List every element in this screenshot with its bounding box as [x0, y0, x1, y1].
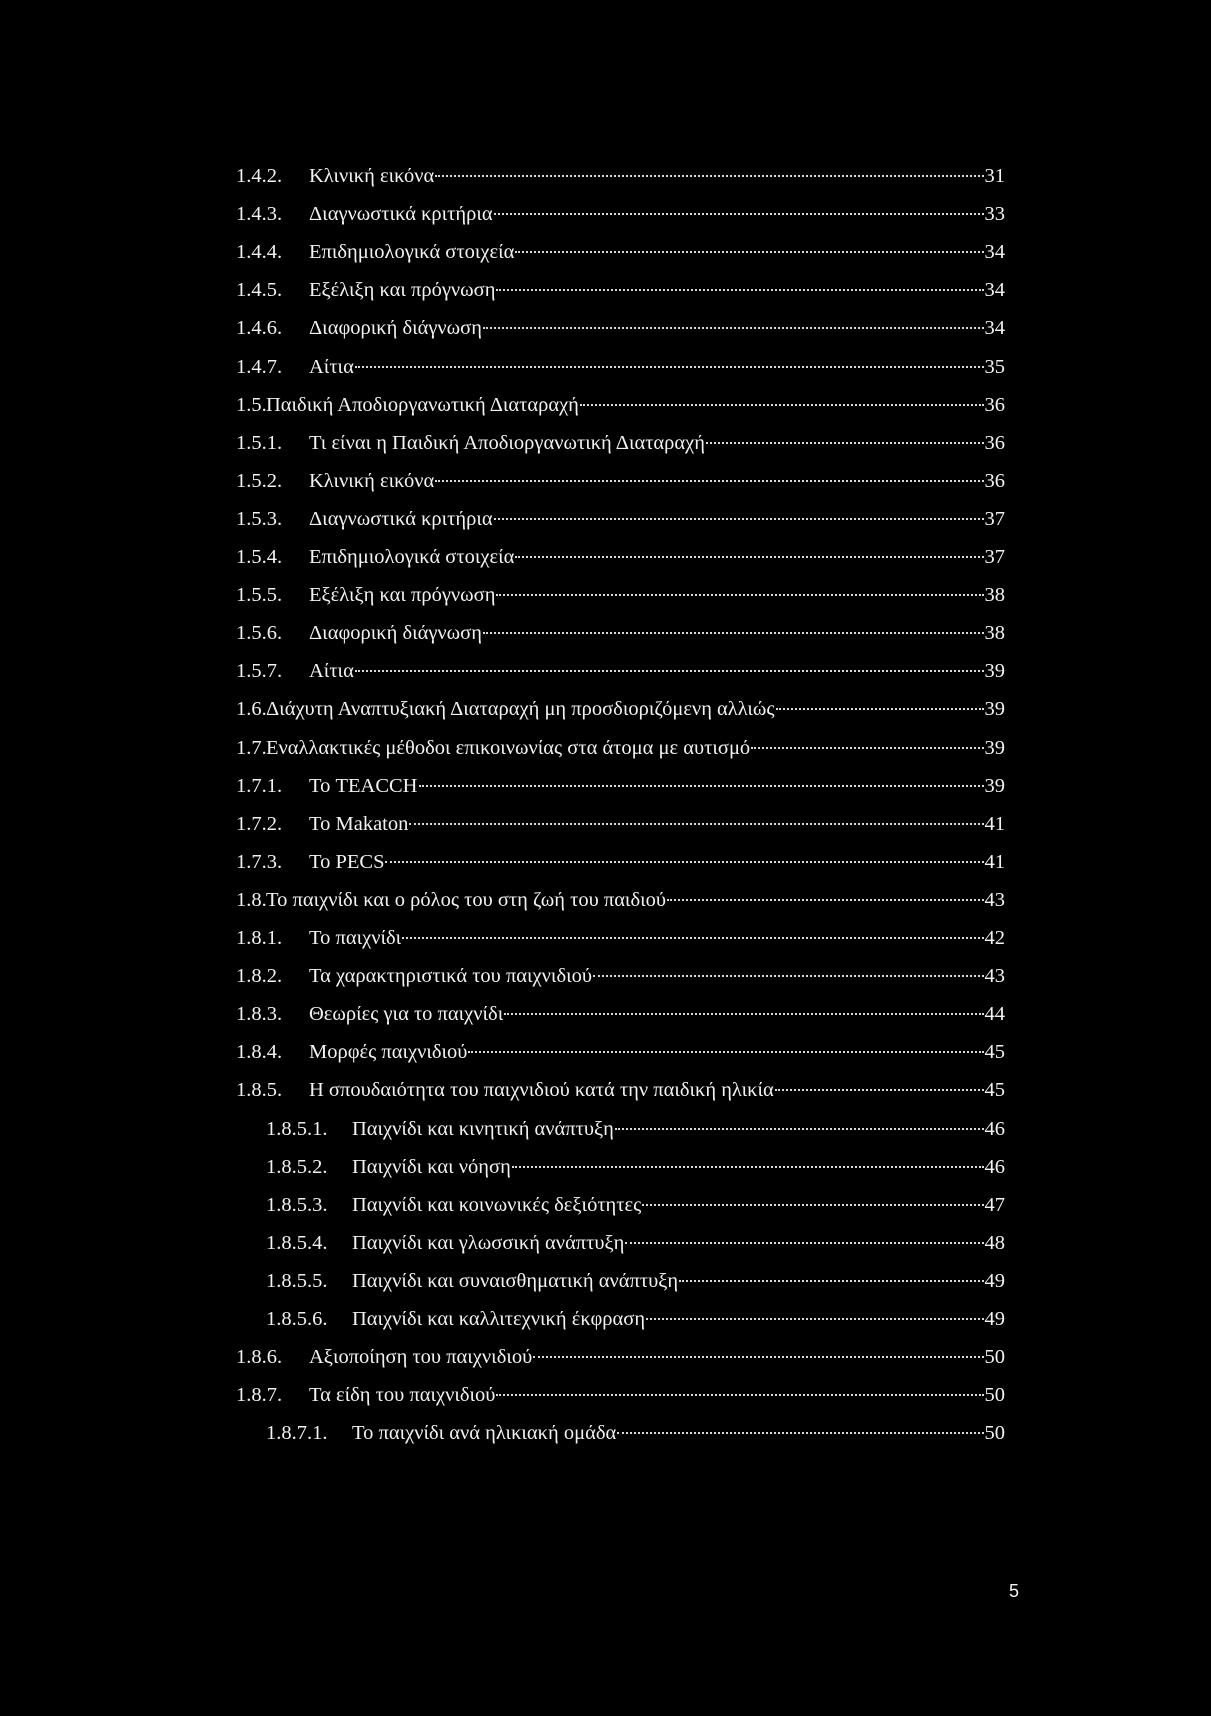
toc-entry-page: 39	[984, 737, 1005, 759]
toc-entry-title: Εξέλιξη και πρόγνωση	[309, 279, 496, 301]
toc-entry-number: 1.8.5.6.	[266, 1308, 328, 1330]
toc-entry-number: 1.4.6.	[236, 317, 283, 339]
dot-leader	[483, 632, 984, 634]
dot-leader	[385, 861, 983, 863]
toc-entry[interactable]	[236, 580, 1005, 610]
toc-entry[interactable]	[236, 1075, 1005, 1105]
dot-leader	[512, 1166, 984, 1168]
dot-leader	[496, 594, 983, 596]
toc-entry-title: Κλινική εικόνα	[309, 470, 435, 492]
toc-entry-page: 36	[984, 470, 1005, 492]
toc-entry-number: 1.4.7.	[236, 356, 283, 378]
toc-entry-page: 50	[984, 1384, 1005, 1406]
toc-entry-number: 1.8.5.2.	[266, 1156, 328, 1178]
toc-entry-page: 41	[984, 813, 1005, 835]
dot-leader	[580, 404, 984, 406]
toc-entry[interactable]	[266, 1418, 1005, 1448]
toc-entry-page: 34	[984, 279, 1005, 301]
toc-entry-number: 1.4.5.	[236, 279, 283, 301]
toc-entry[interactable]	[236, 961, 1005, 991]
toc-entry-title: Τα χαρακτηριστικά του παιχνιδιού	[309, 965, 593, 987]
toc-entry-number: 1.8.5.4.	[266, 1232, 328, 1254]
toc-entry-page: 50	[984, 1422, 1005, 1444]
toc-entry[interactable]	[236, 466, 1005, 496]
dot-leader	[533, 1356, 983, 1358]
toc-entry[interactable]	[266, 1304, 1005, 1334]
toc-entry-page: 46	[984, 1156, 1005, 1178]
toc-entry-title: Θεωρίες για το παιχνίδι	[309, 1003, 504, 1025]
toc-entry[interactable]	[236, 542, 1005, 572]
dot-leader	[494, 213, 984, 215]
toc-entry-number: 1.5.4.	[236, 546, 283, 568]
toc-entry-number: 1.5.2.	[236, 470, 283, 492]
dot-leader	[615, 1128, 984, 1130]
dot-leader	[617, 1432, 983, 1434]
toc-entry-title: Αίτια	[309, 660, 354, 682]
toc-entry-page: 44	[984, 1003, 1005, 1025]
toc-entry-number: 1.8.4.	[236, 1041, 283, 1063]
toc-entry-number: 1.7.2.	[236, 813, 283, 835]
toc-entry[interactable]	[236, 161, 1005, 191]
dot-leader	[496, 289, 983, 291]
toc-entry-number: 1.4.3.	[236, 203, 283, 225]
toc-entry-number: 1.5.5.	[236, 584, 283, 606]
toc-entry-number: 1.5.	[236, 394, 267, 416]
toc-entry-number: 1.4.2.	[236, 165, 283, 187]
toc-entry-title: Παιχνίδι και κοινωνικές δεξιότητες	[352, 1194, 642, 1216]
toc-entry[interactable]	[236, 352, 1005, 382]
toc-entry-title: Διαγνωστικά κριτήρια	[309, 203, 493, 225]
toc-entry[interactable]	[236, 809, 1005, 839]
toc-entry[interactable]	[266, 1114, 1005, 1144]
dot-leader	[751, 747, 983, 749]
toc-entry[interactable]	[236, 237, 1005, 267]
dot-leader	[646, 1318, 983, 1320]
toc-entry-number: 1.5.3.	[236, 508, 283, 530]
toc-entry-number: 1.8.7.	[236, 1384, 283, 1406]
dot-leader	[435, 480, 983, 482]
toc-entry-page: 43	[984, 965, 1005, 987]
dot-leader	[642, 1204, 983, 1206]
toc-entry[interactable]	[236, 504, 1005, 534]
toc-entry-page: 41	[984, 851, 1005, 873]
toc-entry-title: Εξέλιξη και πρόγνωση	[309, 584, 496, 606]
toc-entry-page: 46	[984, 1118, 1005, 1140]
toc-entry-number: 1.8.5.	[236, 1079, 283, 1101]
toc-entry-page: 43	[984, 889, 1005, 911]
toc-entry-number: 1.8.1.	[236, 927, 283, 949]
toc-entry-title: Τι είναι η Παιδική Αποδιοργανωτική Διαταραχή	[309, 432, 705, 454]
toc-entry[interactable]	[236, 656, 1005, 686]
toc-entry-page: 36	[984, 394, 1005, 416]
toc-entry-title: Παιχνίδι και κινητική ανάπτυξη	[352, 1118, 614, 1140]
toc-entry-page: 49	[984, 1270, 1005, 1292]
toc-entry-title: Η σπουδαιότητα του παιχνιδιού κατά την παιδική ηλικία	[309, 1079, 774, 1101]
toc-entry-page: 31	[984, 165, 1005, 187]
dot-leader	[593, 975, 983, 977]
dot-leader	[667, 899, 983, 901]
toc-entry[interactable]	[266, 1228, 1005, 1258]
toc-entry-title: Διαγνωστικά κριτήρια	[309, 508, 493, 530]
dot-leader	[419, 785, 984, 787]
toc-entry-page: 45	[984, 1079, 1005, 1101]
toc-entry[interactable]	[236, 923, 1005, 953]
toc-entry-page: 36	[984, 432, 1005, 454]
toc-entry-page: 34	[984, 317, 1005, 339]
toc-entry-title: Κλινική εικόνα	[309, 165, 435, 187]
toc-entry[interactable]	[236, 275, 1005, 305]
toc-entry[interactable]	[236, 733, 1005, 763]
toc-entry-number: 1.7.1.	[236, 775, 283, 797]
toc-entry-number: 1.8.6.	[236, 1346, 283, 1368]
toc-entry[interactable]	[236, 1342, 1005, 1372]
toc-entry[interactable]	[236, 999, 1005, 1029]
toc-entry-page: 33	[984, 203, 1005, 225]
dot-leader	[496, 1394, 983, 1396]
toc-entry-page: 38	[984, 622, 1005, 644]
toc-entry-title: Διάχυτη Αναπτυξιακή Διαταραχή μη προσδιοριζόμενη αλλιώς	[266, 698, 775, 720]
toc-entry-number: 1.8.5.1.	[266, 1118, 328, 1140]
toc-entry-page: 49	[984, 1308, 1005, 1330]
toc-entry[interactable]	[236, 313, 1005, 343]
toc-entry-number: 1.5.7.	[236, 660, 283, 682]
toc-entry-page: 34	[984, 241, 1005, 263]
toc-entry[interactable]	[236, 771, 1005, 801]
toc-entry-number: 1.8.5.3.	[266, 1194, 328, 1216]
dot-leader	[776, 708, 984, 710]
toc-entry[interactable]	[266, 1190, 1005, 1220]
toc-entry-number: 1.8.5.5.	[266, 1270, 328, 1292]
toc-entry[interactable]	[236, 847, 1005, 877]
toc-entry-title: Το παιχνίδι ανά ηλικιακή ομάδα	[352, 1422, 617, 1444]
toc-entry-title: Αίτια	[309, 356, 354, 378]
toc-entry-number: 1.7.3.	[236, 851, 283, 873]
toc-entry[interactable]	[266, 1152, 1005, 1182]
toc-entry-title: Μορφές παιχνιδιού	[309, 1041, 468, 1063]
toc-entry-page: 37	[984, 508, 1005, 530]
toc-entry[interactable]	[236, 428, 1005, 458]
toc-entry-title: Διαφορική διάγνωση	[309, 317, 482, 339]
toc-entry-title: Παιχνίδι και καλλιτεχνική έκφραση	[352, 1308, 646, 1330]
toc-entry[interactable]	[236, 1380, 1005, 1410]
toc-entry-number: 1.8.2.	[236, 965, 283, 987]
toc-entry-title: Το παιχνίδι και ο ρόλος του στη ζωή του παιδιού	[266, 889, 667, 911]
toc-entry-title: Το PECS	[309, 851, 385, 873]
toc-entry-title: Παιχνίδι και γλωσσική ανάπτυξη	[352, 1232, 625, 1254]
dot-leader	[494, 518, 984, 520]
toc-entry-title: Τα είδη του παιχνιδιού	[309, 1384, 496, 1406]
toc-entry-title: Διαφορική διάγνωση	[309, 622, 482, 644]
toc-entry-page: 48	[984, 1232, 1005, 1254]
toc-entry-number: 1.4.4.	[236, 241, 283, 263]
dot-leader	[775, 1089, 984, 1091]
dot-leader	[355, 670, 984, 672]
dot-leader	[468, 1051, 983, 1053]
dot-leader	[706, 442, 984, 444]
toc-entry-page: 45	[984, 1041, 1005, 1063]
toc-entry-number: 1.5.6.	[236, 622, 283, 644]
toc-entry-page: 47	[984, 1194, 1005, 1216]
dot-leader	[679, 1280, 983, 1282]
dot-leader	[483, 327, 984, 329]
dot-leader	[402, 937, 983, 939]
toc-entry-title: Επιδημιολογικά στοιχεία	[309, 546, 515, 568]
dot-leader	[409, 823, 983, 825]
toc-entry-title: Παιχνίδι και νόηση	[352, 1156, 511, 1178]
page-number: 5	[1008, 1581, 1019, 1601]
toc-entry[interactable]	[236, 885, 1005, 915]
toc-entry-number: 1.8.	[236, 889, 267, 911]
toc-entry-page: 42	[984, 927, 1005, 949]
toc-entry-page: 38	[984, 584, 1005, 606]
dot-leader	[625, 1242, 983, 1244]
dot-leader	[504, 1013, 983, 1015]
toc-entry-title: Το TEACCH	[309, 775, 418, 797]
toc-entry-page: 35	[984, 356, 1005, 378]
toc-entry[interactable]	[236, 199, 1005, 229]
toc-entry-number: 1.8.3.	[236, 1003, 283, 1025]
toc-entry-page: 50	[984, 1346, 1005, 1368]
toc-entry-page: 39	[984, 775, 1005, 797]
toc-entry[interactable]	[236, 618, 1005, 648]
toc-entry-title: Αξιοποίηση του παιχνιδιού	[309, 1346, 533, 1368]
toc-entry-number: 1.7.	[236, 737, 267, 759]
toc-entry-title: Παιδική Αποδιοργανωτική Διαταραχή	[266, 394, 579, 416]
toc-entry-title: Παιχνίδι και συναισθηματική ανάπτυξη	[352, 1270, 679, 1292]
toc-entry-page: 39	[984, 698, 1005, 720]
dot-leader	[355, 366, 984, 368]
toc-entry-title: Το παιχνίδι	[309, 927, 402, 949]
toc-entry-number: 1.5.1.	[236, 432, 283, 454]
toc-entry[interactable]	[236, 1037, 1005, 1067]
dot-leader	[515, 251, 983, 253]
toc-entry-title: Επιδημιολογικά στοιχεία	[309, 241, 515, 263]
toc-entry-number: 1.6.	[236, 698, 267, 720]
toc-entry[interactable]	[236, 390, 1005, 420]
toc-entry-page: 37	[984, 546, 1005, 568]
toc-entry-title: Το Makaton	[309, 813, 409, 835]
toc-entry[interactable]	[236, 694, 1005, 724]
toc-entry-title: Εναλλακτικές μέθοδοι επικοινωνίας στα άτομα με αυτισμό	[266, 737, 751, 759]
dot-leader	[435, 175, 983, 177]
dot-leader	[515, 556, 983, 558]
toc-entry[interactable]	[266, 1266, 1005, 1296]
toc-entry-number: 1.8.7.1.	[266, 1422, 328, 1444]
toc-entry-page: 39	[984, 660, 1005, 682]
